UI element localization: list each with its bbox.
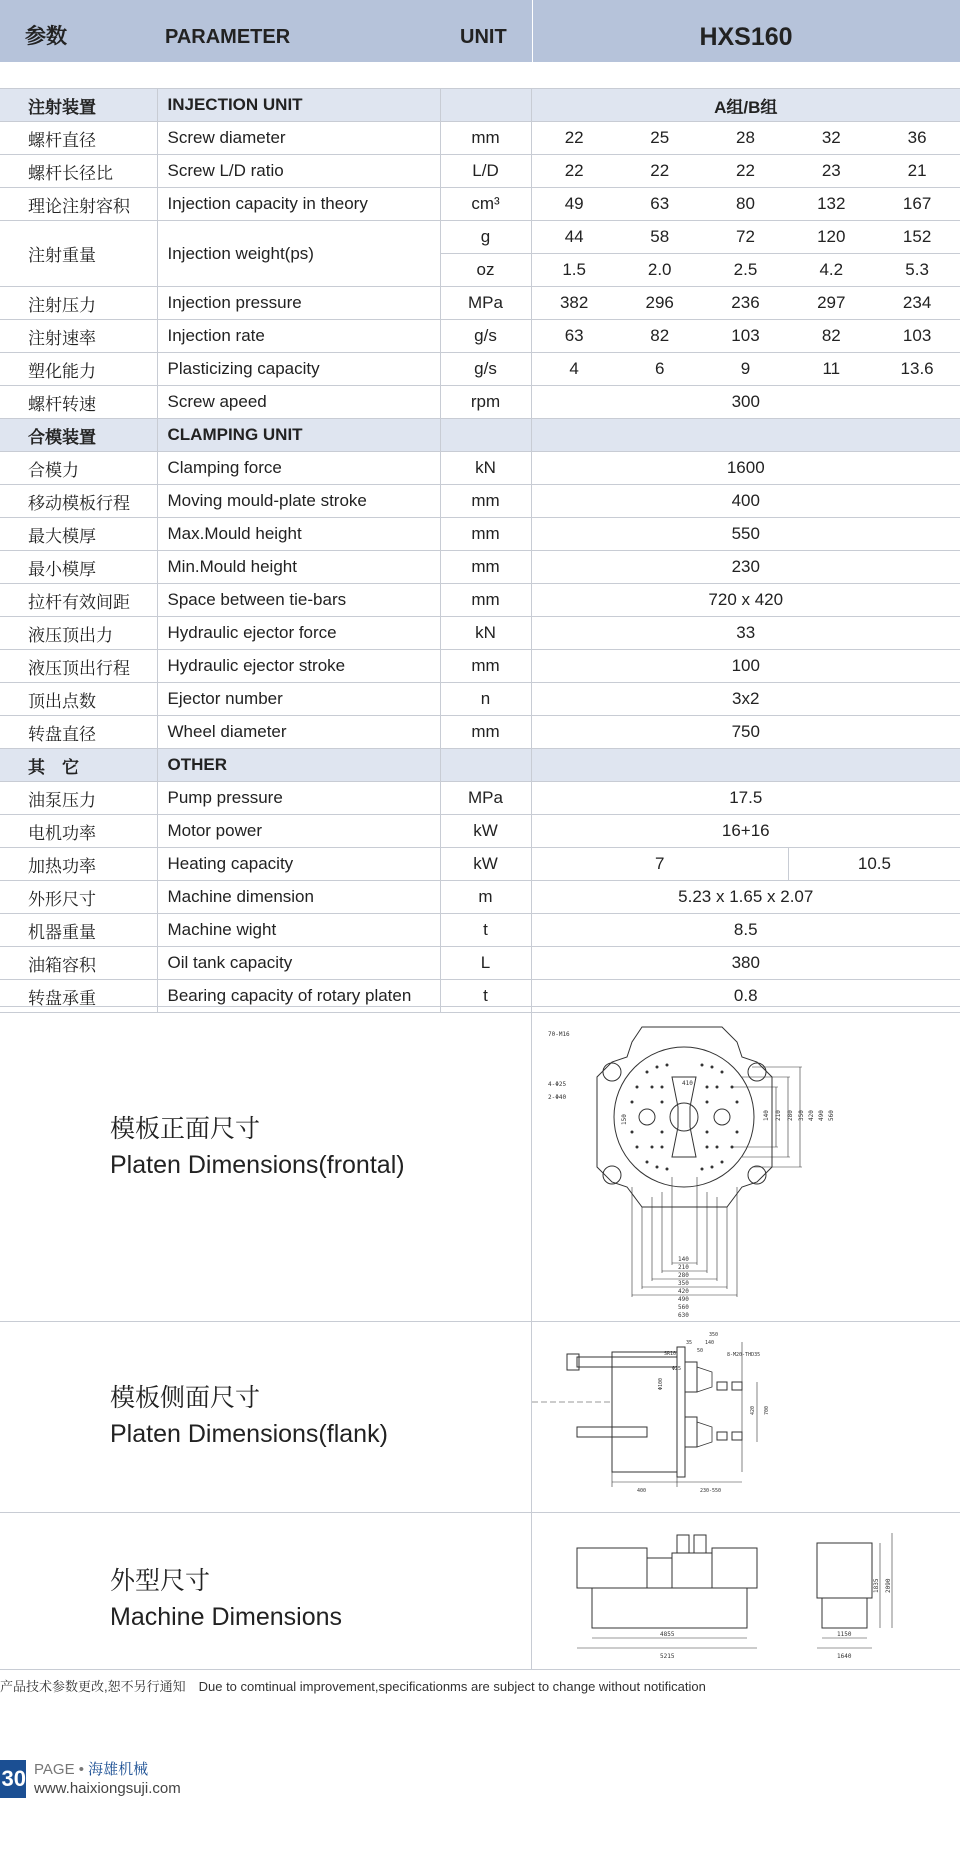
- svg-text:230-550: 230-550: [700, 1488, 722, 1494]
- svg-text:560: 560: [828, 1110, 835, 1121]
- value-cell: 22: [703, 155, 789, 188]
- value-cell: 382: [531, 287, 617, 320]
- param-cn: 螺杆直径: [0, 122, 157, 155]
- value-cell: 300: [531, 386, 960, 419]
- footnote: 产品技术参数更改,恕不另行通知 Due to comtinual improvement,specificationms are subject to change without notification: [0, 1679, 706, 1694]
- svg-text:490: 490: [818, 1110, 825, 1121]
- param-en: Space between tie-bars: [157, 584, 440, 617]
- value-cell: 100: [531, 650, 960, 683]
- machine-drawing: [532, 1513, 960, 1669]
- drawing-label: 外型尺寸 Machine Dimensions: [110, 1567, 343, 1631]
- param-cn: 顶出点数: [0, 683, 157, 716]
- param-cn: 注射压力: [0, 287, 157, 320]
- param-unit: kW: [440, 815, 531, 848]
- value-cell: 9: [703, 353, 789, 386]
- value-cell: 36: [874, 122, 960, 155]
- param-en: Hydraulic ejector stroke: [157, 650, 440, 683]
- section-clamping: [0, 419, 960, 452]
- param-en: Injection capacity in theory: [157, 188, 440, 221]
- param-en: Max.Mould height: [157, 518, 440, 551]
- value-cell: 132: [788, 188, 874, 221]
- value-cell: 82: [617, 320, 703, 353]
- svg-text:Φ25: Φ25: [672, 1366, 682, 1372]
- value-cell: 5.3: [874, 254, 960, 287]
- value-cell: 400: [531, 485, 960, 518]
- svg-text:210: 210: [775, 1110, 782, 1121]
- drawings-section: [0, 1006, 960, 1670]
- value-cell: 750: [531, 716, 960, 749]
- header-unit: UNIT: [460, 26, 507, 48]
- param-unit: m: [440, 881, 531, 914]
- table-header: [0, 0, 960, 62]
- param-cn: 最大模厚: [0, 518, 157, 551]
- value-cell: 720 x 420: [531, 584, 960, 617]
- value-cell: 21: [874, 155, 960, 188]
- section-cn: 合模装置: [0, 419, 157, 452]
- header-model: HXS160: [699, 23, 793, 51]
- param-en: Pump pressure: [157, 782, 440, 815]
- header-divider: [532, 0, 533, 74]
- table-row: [0, 881, 960, 914]
- svg-text:1150: 1150: [837, 1631, 852, 1638]
- table-row: [0, 155, 960, 188]
- table-row: [0, 650, 960, 683]
- value-cell: 22: [531, 155, 617, 188]
- svg-text:140: 140: [705, 1340, 715, 1346]
- value-cell: 22: [531, 122, 617, 155]
- value-cell: 8.5: [531, 914, 960, 947]
- section-en: CLAMPING UNIT: [157, 419, 440, 452]
- drawing-row-machine: [0, 1513, 960, 1670]
- value-cell: 16+16: [531, 815, 960, 848]
- value-cell: 167: [874, 188, 960, 221]
- param-en: Injection weight(ps): [157, 221, 440, 287]
- param-unit: MPa: [440, 287, 531, 320]
- param-en: Screw diameter: [157, 122, 440, 155]
- param-en: Machine wight: [157, 914, 440, 947]
- value-cell: 103: [874, 320, 960, 353]
- param-cn: 螺杆长径比: [0, 155, 157, 188]
- param-unit: n: [440, 683, 531, 716]
- param-unit: mm: [440, 716, 531, 749]
- value-cell: 2.5: [703, 254, 789, 287]
- svg-text:35: 35: [686, 1340, 693, 1346]
- svg-text:420: 420: [808, 1110, 815, 1121]
- table-row: [0, 452, 960, 485]
- value-cell: 13.6: [874, 353, 960, 386]
- param-cn: 外形尺寸: [0, 881, 157, 914]
- param-en: Screw L/D ratio: [157, 155, 440, 188]
- value-cell-b: 10.5: [788, 848, 960, 881]
- svg-text:70-M16: 70-M16: [548, 1031, 570, 1038]
- table-row: [0, 287, 960, 320]
- value-cell: 25: [617, 122, 703, 155]
- svg-text:280: 280: [678, 1272, 689, 1279]
- value-cell: 2.0: [617, 254, 703, 287]
- value-cell: 82: [788, 320, 874, 353]
- param-cn: 螺杆转速: [0, 386, 157, 419]
- page-label: PAGE •: [34, 1761, 84, 1778]
- param-cn: 油箱容积: [0, 947, 157, 980]
- param-cn: 转盘承重: [0, 980, 157, 1013]
- value-cell: 4: [531, 353, 617, 386]
- value-cell: 58: [617, 221, 703, 254]
- param-en: Wheel diameter: [157, 716, 440, 749]
- value-cell: 0.8: [531, 980, 960, 1013]
- svg-text:4855: 4855: [660, 1631, 675, 1638]
- table-row: [0, 617, 960, 650]
- svg-text:2090: 2090: [885, 1578, 892, 1593]
- svg-text:400: 400: [637, 1488, 647, 1494]
- value-cell: 1.5: [531, 254, 617, 287]
- param-cn: 理论注射容积: [0, 188, 157, 221]
- svg-text:560: 560: [678, 1304, 689, 1311]
- section-other: [0, 749, 960, 782]
- param-en: Ejector number: [157, 683, 440, 716]
- svg-text:4-Φ25: 4-Φ25: [548, 1081, 567, 1088]
- param-en: Screw apeed: [157, 386, 440, 419]
- section-cn: 注射装置: [0, 89, 157, 122]
- param-cn: 加热功率: [0, 848, 157, 881]
- table-row: [0, 782, 960, 815]
- value-cell-a: 7: [531, 848, 788, 881]
- param-en: Machine dimension: [157, 881, 440, 914]
- svg-text:350: 350: [678, 1280, 689, 1287]
- param-unit: t: [440, 914, 531, 947]
- svg-text:210: 210: [678, 1264, 689, 1271]
- param-unit: cm³: [440, 188, 531, 221]
- param-unit: t: [440, 980, 531, 1013]
- param-cn: 移动模板行程: [0, 485, 157, 518]
- param-unit: kN: [440, 452, 531, 485]
- value-cell: 234: [874, 287, 960, 320]
- table-row: [0, 188, 960, 221]
- value-cell: 6: [617, 353, 703, 386]
- svg-text:Φ100: Φ100: [658, 1377, 664, 1390]
- param-en: Injection pressure: [157, 287, 440, 320]
- svg-text:280: 280: [787, 1110, 794, 1121]
- svg-text:1835: 1835: [873, 1578, 880, 1593]
- param-unit: g: [440, 221, 531, 254]
- value-cell: 380: [531, 947, 960, 980]
- value-cell: 11: [788, 353, 874, 386]
- table-row: [0, 848, 960, 881]
- param-cn: 机器重量: [0, 914, 157, 947]
- group-label: A组/B组: [531, 89, 960, 122]
- table-row: [0, 221, 960, 254]
- value-cell: 17.5: [531, 782, 960, 815]
- table-row: [0, 584, 960, 617]
- param-en: Min.Mould height: [157, 551, 440, 584]
- param-cn: 最小模厚: [0, 551, 157, 584]
- param-unit: mm: [440, 650, 531, 683]
- header-param-en: PARAMETER: [165, 26, 291, 48]
- svg-text:1640: 1640: [837, 1653, 852, 1660]
- footer-page-label: [34, 1758, 148, 1779]
- section-en: INJECTION UNIT: [157, 89, 440, 122]
- svg-text:420: 420: [678, 1288, 689, 1295]
- value-cell: 236: [703, 287, 789, 320]
- value-cell: 550: [531, 518, 960, 551]
- value-cell: 28: [703, 122, 789, 155]
- value-cell: 297: [788, 287, 874, 320]
- value-cell: 230: [531, 551, 960, 584]
- param-cn: 合模力: [0, 452, 157, 485]
- value-cell: 63: [531, 320, 617, 353]
- svg-text:50: 50: [697, 1348, 704, 1354]
- param-cn: 注射速率: [0, 320, 157, 353]
- table-row: [0, 485, 960, 518]
- param-cn: 注射重量: [0, 221, 157, 287]
- param-en: Clamping force: [157, 452, 440, 485]
- param-cn: 液压顶出行程: [0, 650, 157, 683]
- svg-text:8-M20-THD35: 8-M20-THD35: [727, 1352, 761, 1358]
- value-cell: 152: [874, 221, 960, 254]
- table-row: [0, 815, 960, 848]
- svg-text:410: 410: [682, 1080, 693, 1087]
- platen-flank-drawing: [532, 1322, 960, 1512]
- svg-text:5215: 5215: [660, 1653, 675, 1660]
- svg-text:350: 350: [709, 1332, 719, 1338]
- value-cell: 33: [531, 617, 960, 650]
- table-row: [0, 551, 960, 584]
- svg-text:630: 630: [678, 1312, 689, 1319]
- table-row: [0, 947, 960, 980]
- value-cell: 23: [788, 155, 874, 188]
- table-row: [0, 716, 960, 749]
- value-cell: 4.2: [788, 254, 874, 287]
- param-en: Plasticizing capacity: [157, 353, 440, 386]
- param-unit: mm: [440, 122, 531, 155]
- param-unit: mm: [440, 518, 531, 551]
- param-unit: kW: [440, 848, 531, 881]
- section-cn: 其 它: [0, 749, 157, 782]
- table-row: [0, 320, 960, 353]
- param-unit: rpm: [440, 386, 531, 419]
- param-unit: mm: [440, 584, 531, 617]
- platen-frontal-drawing: [532, 1007, 960, 1321]
- brand-name: 海雄机械: [88, 1761, 149, 1778]
- param-unit: MPa: [440, 782, 531, 815]
- section-injection: [0, 89, 960, 122]
- drawing-label: 模板正面尺寸 Platen Dimensions(frontal): [110, 1115, 405, 1179]
- param-en: Hydraulic ejector force: [157, 617, 440, 650]
- page-number: 30: [0, 1760, 26, 1798]
- param-en: Injection rate: [157, 320, 440, 353]
- value-cell: 49: [531, 188, 617, 221]
- param-unit: L: [440, 947, 531, 980]
- svg-text:150: 150: [621, 1114, 628, 1125]
- value-cell: 1600: [531, 452, 960, 485]
- drawing-row-flank: [0, 1322, 960, 1513]
- param-unit: oz: [440, 254, 531, 287]
- param-cn: 油泵压力: [0, 782, 157, 815]
- param-cn: 转盘直径: [0, 716, 157, 749]
- param-cn: 液压顶出力: [0, 617, 157, 650]
- value-cell: 120: [788, 221, 874, 254]
- svg-text:490: 490: [678, 1296, 689, 1303]
- param-en: Heating capacity: [157, 848, 440, 881]
- param-cn: 拉杆有效间距: [0, 584, 157, 617]
- table-row: [0, 353, 960, 386]
- footer-url[interactable]: www.haixiongsuji.com: [34, 1780, 181, 1797]
- svg-text:700: 700: [764, 1405, 770, 1415]
- svg-text:140: 140: [678, 1256, 689, 1263]
- svg-text:2-Φ40: 2-Φ40: [548, 1094, 567, 1101]
- param-en: Moving mould-plate stroke: [157, 485, 440, 518]
- param-unit: g/s: [440, 320, 531, 353]
- table-row: [0, 122, 960, 155]
- value-cell: 44: [531, 221, 617, 254]
- param-en: Motor power: [157, 815, 440, 848]
- value-cell: 5.23 x 1.65 x 2.07: [531, 881, 960, 914]
- value-cell: 3x2: [531, 683, 960, 716]
- param-unit: kN: [440, 617, 531, 650]
- value-cell: 296: [617, 287, 703, 320]
- svg-text:SR10: SR10: [664, 1351, 677, 1357]
- svg-text:420: 420: [750, 1405, 756, 1415]
- value-cell: 72: [703, 221, 789, 254]
- drawing-row-frontal: [0, 1006, 960, 1322]
- table-row: [0, 914, 960, 947]
- param-cn: 电机功率: [0, 815, 157, 848]
- svg-text:350: 350: [798, 1110, 805, 1121]
- table-row: [0, 518, 960, 551]
- value-cell: 32: [788, 122, 874, 155]
- value-cell: 63: [617, 188, 703, 221]
- param-en: Bearing capacity of rotary platen: [157, 980, 440, 1013]
- header-param-cn: 参数: [25, 25, 67, 48]
- section-en: OTHER: [157, 749, 440, 782]
- param-unit: g/s: [440, 353, 531, 386]
- svg-text:140: 140: [763, 1110, 770, 1121]
- param-en: Oil tank capacity: [157, 947, 440, 980]
- drawing-label: 模板侧面尺寸 Platen Dimensions(flank): [110, 1384, 388, 1448]
- param-cn: 塑化能力: [0, 353, 157, 386]
- value-cell: 80: [703, 188, 789, 221]
- value-cell: 22: [617, 155, 703, 188]
- table-row: [0, 683, 960, 716]
- param-unit: mm: [440, 485, 531, 518]
- spec-table: [0, 74, 960, 1013]
- value-cell: 103: [703, 320, 789, 353]
- param-unit: mm: [440, 551, 531, 584]
- table-row: [0, 386, 960, 419]
- param-unit: L/D: [440, 155, 531, 188]
